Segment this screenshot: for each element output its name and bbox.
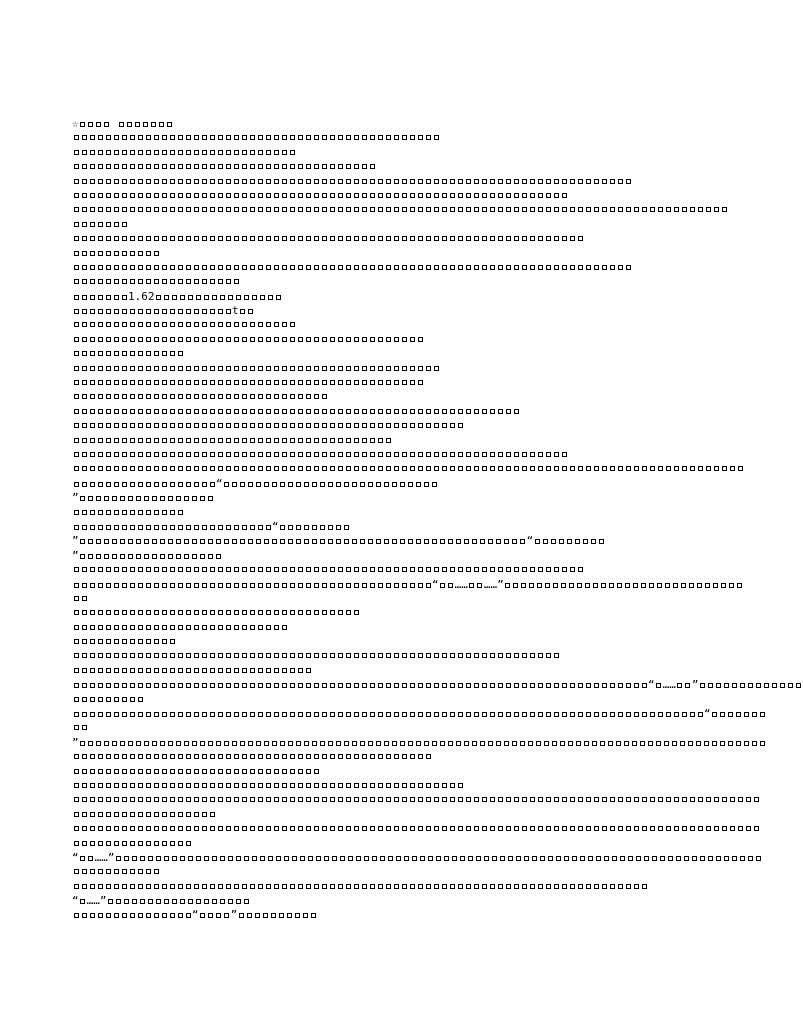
text-line: ” “ — [72, 534, 698, 548]
text-line — [72, 808, 698, 822]
text-line — [72, 448, 698, 462]
text-line: “ ” — [72, 908, 698, 922]
text-line: ” — [72, 549, 698, 563]
text-line — [72, 247, 698, 261]
text-line — [72, 261, 698, 275]
text-line — [72, 462, 698, 476]
text-line — [72, 203, 698, 217]
document-body — [72, 117, 711, 923]
text-line — [72, 635, 698, 649]
text-line — [72, 822, 698, 836]
text-line — [72, 793, 698, 807]
text-line — [72, 434, 698, 448]
text-line — [72, 189, 698, 203]
text-line: “ — [72, 477, 698, 491]
text-line — [72, 419, 698, 433]
text-line — [72, 837, 698, 851]
text-line — [72, 779, 698, 793]
text-line: ” — [72, 491, 698, 505]
text-line — [72, 131, 698, 145]
text-line — [72, 405, 698, 419]
text-line — [72, 347, 698, 361]
text-line: “ …… ” — [72, 678, 698, 692]
text-line — [72, 175, 698, 189]
text-line — [72, 649, 698, 663]
text-line — [72, 606, 698, 620]
text-line: t — [72, 304, 698, 318]
text-line: “ ……” — [72, 894, 698, 908]
text-line — [72, 693, 698, 707]
text-line — [72, 563, 698, 577]
text-line — [72, 390, 698, 404]
text-line — [72, 880, 698, 894]
text-line — [72, 621, 698, 635]
text-line — [72, 160, 698, 174]
text-line — [72, 721, 698, 735]
text-line — [72, 318, 698, 332]
text-line: ☆ — [72, 117, 698, 131]
text-line — [72, 865, 698, 879]
text-line — [72, 376, 698, 390]
text-line: “ …… ……” — [72, 578, 698, 592]
text-line: “ ……” — [72, 851, 698, 865]
text-line — [72, 146, 698, 160]
text-line: “ — [72, 707, 698, 721]
text-line: ” — [72, 736, 698, 750]
text-line: “ — [72, 520, 698, 534]
text-line — [72, 664, 698, 678]
text-line — [72, 333, 698, 347]
text-line — [72, 750, 698, 764]
text-line — [72, 218, 698, 232]
text-line — [72, 232, 698, 246]
text-line: 1.62 — [72, 290, 698, 304]
text-line — [72, 592, 698, 606]
text-line — [72, 275, 698, 289]
text-line — [72, 362, 698, 376]
text-line — [72, 765, 698, 779]
text-line — [72, 506, 698, 520]
